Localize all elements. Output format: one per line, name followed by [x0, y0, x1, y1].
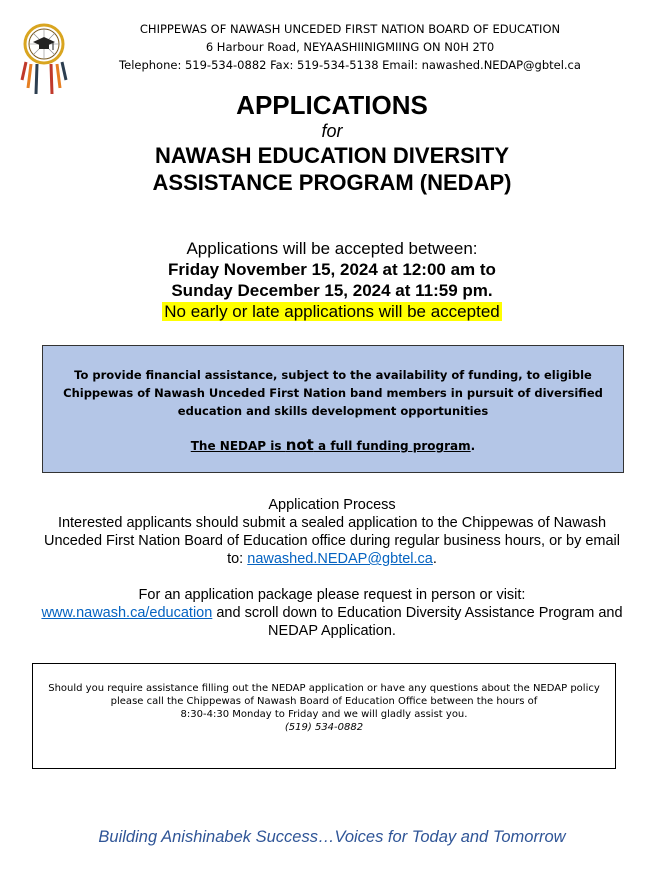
dates-intro: Applications will be accepted between:: [186, 239, 478, 258]
page-title: APPLICATIONS: [236, 90, 428, 120]
funding-note-post: a full funding program: [313, 439, 471, 453]
package-pre: For an application package please request in person or visit:: [138, 587, 526, 603]
funding-note: [43, 436, 623, 454]
application-process: [40, 496, 624, 640]
organization-name: CHIPPEWAS OF NAWASH UNCEDED FIRST NATION BOARD OF EDUCATION: [139, 22, 561, 36]
education-url-link[interactable]: www.nawash.ca/education: [41, 605, 213, 621]
mission-statement: To provide financial assistance, subject to the availability of funding, to eligible Chippewas of Nawash Unceded First Nation band members in pursuit of diversified education and skills development opportunities: [63, 368, 603, 418]
start-date: Friday November 15, 2024 at 12:00 am to: [168, 260, 496, 279]
package-post: and scroll down to Education Diversity Assistance Program and NEDAP Application.: [212, 605, 623, 639]
process-heading: Application Process: [268, 497, 396, 513]
funding-note-pre: The NEDAP is: [190, 439, 286, 453]
end-date: Sunday December 15, 2024 at 11:59 pm.: [171, 281, 493, 300]
organization-address: 6 Harbour Road, NEYAASHIINIGMIING ON N0H 2T0: [205, 40, 495, 54]
package-info: [40, 604, 624, 640]
footer-tagline: Building Anishinabek Success…Voices for Today and Tomorrow: [98, 828, 566, 846]
mission-box: [42, 345, 624, 473]
title-block: [0, 90, 664, 196]
funding-note-period: .: [470, 439, 476, 453]
application-dates: [0, 238, 664, 322]
program-title-line2: ASSISTANCE PROGRAM (NEDAP): [152, 170, 512, 195]
email-link[interactable]: nawashed.NEDAP@gbtel.ca: [247, 551, 433, 567]
contact-text: Should you require assistance filling out the NEDAP application or have any questions about the NEDAP policy please call the Chippewas of Nawash Board of Education Office between the hours of: [48, 683, 600, 707]
process-body: [40, 514, 624, 568]
process-body-text: Interested applicants should submit a sealed application to the Chippewas of Nawash Unceded First Nation Board of Education office during regular business hours, or by email to:: [43, 515, 620, 567]
contact-box: [32, 663, 616, 769]
office-hours: 8:30-4:30 Monday to Friday and we will gladly assist you.: [180, 709, 468, 720]
program-title-line1: NAWASH EDUCATION DIVERSITY: [154, 143, 510, 168]
contact-phone: (519) 534-0882: [284, 722, 364, 733]
late-warning: No early or late applications will be accepted: [164, 302, 500, 321]
funding-note-not: not: [285, 436, 314, 454]
process-body-end: .: [432, 551, 437, 567]
title-for: for: [321, 121, 343, 141]
organization-contact: Telephone: 519-534-0882 Fax: 519-534-5138 Email: nawashed.NEDAP@gbtel.ca: [119, 58, 581, 72]
letterhead: [80, 20, 620, 74]
